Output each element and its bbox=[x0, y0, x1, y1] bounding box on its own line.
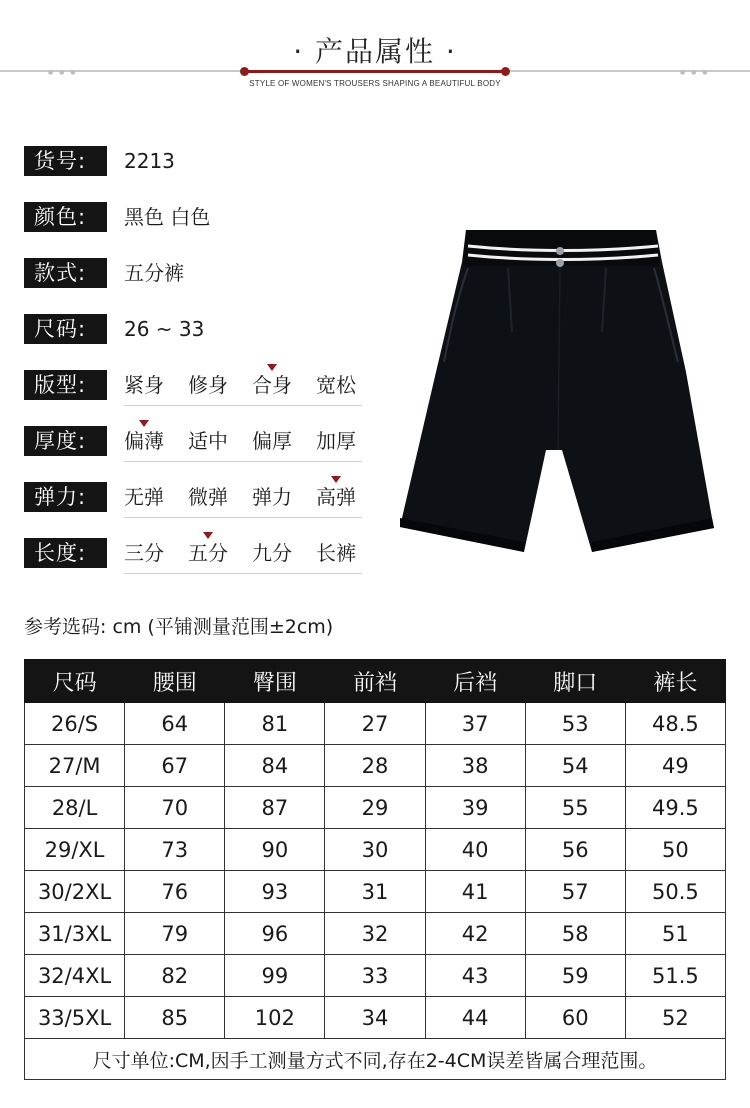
table-cell: 42 bbox=[425, 913, 525, 955]
table-cell: 59 bbox=[525, 955, 625, 997]
attr-label: 款式: bbox=[24, 258, 107, 288]
table-cell: 85 bbox=[125, 997, 225, 1039]
option-thickness-0: 偏薄 bbox=[124, 427, 164, 455]
option-underline bbox=[124, 573, 362, 574]
table-cell: 70 bbox=[125, 787, 225, 829]
table-cell: 79 bbox=[125, 913, 225, 955]
attr-label: 颜色: bbox=[24, 202, 107, 232]
table-cell: 38 bbox=[425, 745, 525, 787]
table-cell: 99 bbox=[225, 955, 325, 997]
selected-marker bbox=[139, 420, 149, 427]
option-thickness-1: 适中 bbox=[188, 429, 228, 453]
selected-marker bbox=[267, 364, 277, 371]
table-cell: 53 bbox=[525, 703, 625, 745]
header-bead-left bbox=[240, 67, 249, 76]
size-table bbox=[24, 659, 726, 1080]
table-cell: 44 bbox=[425, 997, 525, 1039]
attr-label: 厚度: bbox=[24, 426, 107, 456]
table-row bbox=[25, 745, 726, 787]
page-subtitle: STYLE OF WOMEN'S TROUSERS SHAPING A BEAUTIFUL BODY bbox=[249, 79, 501, 88]
option-fit-3: 宽松 bbox=[316, 373, 356, 397]
option-elasticity-0: 无弹 bbox=[124, 485, 164, 509]
attr-label: 长度: bbox=[24, 538, 107, 568]
attr-label bbox=[24, 314, 107, 344]
header-bead-right bbox=[501, 67, 510, 76]
option-length-0: 三分 bbox=[124, 541, 164, 565]
table-cell: 26/S bbox=[25, 703, 125, 745]
table-cell: 32/4XL bbox=[25, 955, 125, 997]
table-cell: 60 bbox=[525, 997, 625, 1039]
table-cell: 51.5 bbox=[625, 955, 725, 997]
header-dots-left: ● ● ● bbox=[48, 69, 78, 76]
table-cell: 64 bbox=[125, 703, 225, 745]
table-cell: 57 bbox=[525, 871, 625, 913]
table-cell: 33/5XL bbox=[25, 997, 125, 1039]
table-row bbox=[25, 955, 726, 997]
option-length-2: 九分 bbox=[252, 541, 292, 565]
table-cell: 54 bbox=[525, 745, 625, 787]
table-row bbox=[25, 703, 726, 745]
option-elasticity-3: 高弹 bbox=[316, 483, 356, 511]
table-cell: 48.5 bbox=[625, 703, 725, 745]
table-cell: 93 bbox=[225, 871, 325, 913]
table-cell: 41 bbox=[425, 871, 525, 913]
table-cell: 30 bbox=[325, 829, 425, 871]
table-cell: 73 bbox=[125, 829, 225, 871]
column-header: 腰围 bbox=[125, 660, 225, 703]
table-cell: 56 bbox=[525, 829, 625, 871]
header-rule-left bbox=[0, 70, 244, 72]
table-row bbox=[25, 829, 726, 871]
option-elasticity-1: 微弹 bbox=[188, 485, 228, 509]
option-thickness-3: 加厚 bbox=[316, 429, 356, 453]
option-elasticity-2: 弹力 bbox=[252, 485, 292, 509]
header-rule-right bbox=[506, 70, 750, 72]
table-cell: 31/3XL bbox=[25, 913, 125, 955]
table-cell: 49 bbox=[625, 745, 725, 787]
table-cell: 81 bbox=[225, 703, 325, 745]
column-header: 臀围 bbox=[225, 660, 325, 703]
option-underline bbox=[124, 405, 362, 406]
table-cell: 82 bbox=[125, 955, 225, 997]
table-cell: 76 bbox=[125, 871, 225, 913]
header-accent-bar bbox=[244, 70, 506, 73]
table-cell: 29 bbox=[325, 787, 425, 829]
table-cell: 34 bbox=[325, 997, 425, 1039]
column-header: 裤长 bbox=[625, 660, 725, 703]
option-underline bbox=[124, 461, 362, 462]
button bbox=[556, 259, 564, 267]
table-footnote-row bbox=[25, 1039, 726, 1080]
table-cell: 27/M bbox=[25, 745, 125, 787]
table-cell: 43 bbox=[425, 955, 525, 997]
table-cell: 40 bbox=[425, 829, 525, 871]
table-footnote: 尺寸单位:CM,因手工测量方式不同,存在2-4CM误差皆属合理范围。 bbox=[25, 1039, 726, 1080]
table-cell: 52 bbox=[625, 997, 725, 1039]
column-header: 后裆 bbox=[425, 660, 525, 703]
option-fit-1: 修身 bbox=[188, 373, 228, 397]
button bbox=[556, 247, 564, 255]
table-cell: 50 bbox=[625, 829, 725, 871]
option-fit-0: 紧身 bbox=[124, 373, 164, 397]
table-cell: 55 bbox=[525, 787, 625, 829]
product-image-shorts bbox=[396, 222, 716, 560]
table-row bbox=[25, 787, 726, 829]
attr-label-text: 尺码 bbox=[34, 317, 78, 341]
table-cell: 51 bbox=[625, 913, 725, 955]
table-row bbox=[25, 913, 726, 955]
table-cell: 30/2XL bbox=[25, 871, 125, 913]
table-cell: 90 bbox=[225, 829, 325, 871]
size-reference-note: 参考选码: cm (平铺测量范围±2cm) bbox=[24, 616, 334, 638]
table-cell: 29/XL bbox=[25, 829, 125, 871]
table-cell: 27 bbox=[325, 703, 425, 745]
table-cell: 32 bbox=[325, 913, 425, 955]
table-cell: 102 bbox=[225, 997, 325, 1039]
table-cell: 28/L bbox=[25, 787, 125, 829]
column-header: 脚口 bbox=[525, 660, 625, 703]
table-cell: 87 bbox=[225, 787, 325, 829]
attr-value: 26 ~ 33 bbox=[124, 317, 205, 341]
option-length-1: 五分 bbox=[188, 539, 228, 567]
table-cell: 39 bbox=[425, 787, 525, 829]
header-dots-right: ● ● ● bbox=[680, 69, 710, 76]
selected-marker bbox=[331, 476, 341, 483]
table-cell: 49.5 bbox=[625, 787, 725, 829]
table-cell: 28 bbox=[325, 745, 425, 787]
selected-marker bbox=[203, 532, 213, 539]
table-cell: 31 bbox=[325, 871, 425, 913]
column-header: 前裆 bbox=[325, 660, 425, 703]
option-length-3: 长裤 bbox=[316, 541, 356, 565]
table-row bbox=[25, 871, 726, 913]
table-row bbox=[25, 997, 726, 1039]
attr-label: 版型: bbox=[24, 370, 107, 400]
attr-label: 货号: bbox=[24, 146, 107, 176]
option-fit-2: 合身 bbox=[252, 371, 292, 399]
table-cell: 58 bbox=[525, 913, 625, 955]
attr-value: 五分裤 bbox=[124, 261, 184, 285]
page-title: · 产品属性 · bbox=[293, 35, 457, 68]
table-cell: 67 bbox=[125, 745, 225, 787]
attr-value: 2213 bbox=[124, 149, 175, 173]
attr-label: 弹力: bbox=[24, 482, 107, 512]
table-header-row bbox=[25, 660, 726, 703]
attr-label-colon: : bbox=[78, 317, 87, 341]
table-cell: 37 bbox=[425, 703, 525, 745]
column-header: 尺码 bbox=[25, 660, 125, 703]
table-cell: 50.5 bbox=[625, 871, 725, 913]
attr-value: 黑色 白色 bbox=[124, 205, 211, 229]
option-underline bbox=[124, 517, 362, 518]
table-cell: 84 bbox=[225, 745, 325, 787]
table-cell: 96 bbox=[225, 913, 325, 955]
shorts-body bbox=[400, 230, 714, 552]
table-cell: 33 bbox=[325, 955, 425, 997]
option-thickness-2: 偏厚 bbox=[252, 429, 292, 453]
